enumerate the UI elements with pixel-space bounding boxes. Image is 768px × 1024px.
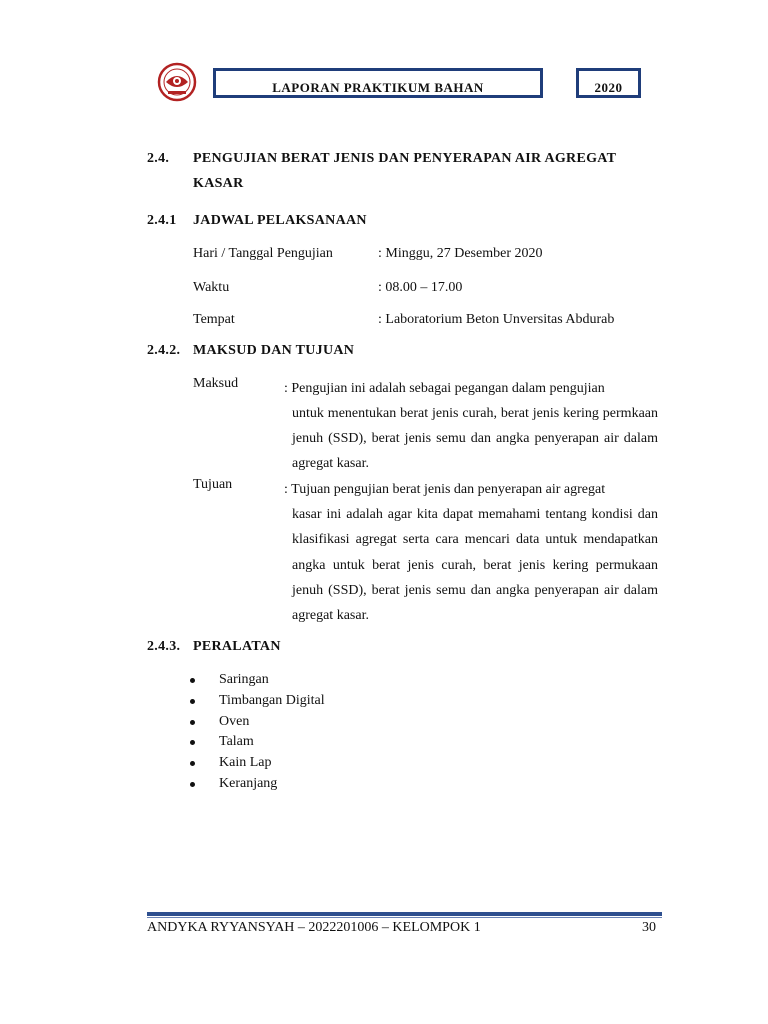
equipment-list xyxy=(187,670,325,795)
footer-rule-thin xyxy=(147,917,662,918)
report-title-box xyxy=(213,68,543,98)
maksud-rest: untuk menentukan berat jenis curah, berat jenis kering permkaan jenuh (SSD), berat jenis semu dan angka penyerapan air dalam agregat kasar. xyxy=(292,406,658,471)
bullet-icon xyxy=(190,678,195,683)
list-item: Keranjang xyxy=(187,774,325,795)
report-year-box xyxy=(576,68,641,98)
schedule-number: 2.4.1 xyxy=(147,213,177,228)
schedule-row-date-label: Hari / Tanggal Pengujian xyxy=(193,246,333,261)
report-title: LAPORAN PRAKTIKUM BAHAN xyxy=(272,80,484,95)
maksud-paragraph xyxy=(284,376,658,476)
page-number: 30 xyxy=(642,920,656,935)
maksud-first-line: : Pengujian ini adalah sebagai pegangan dalam pengujian xyxy=(284,381,605,396)
schedule-title: JADWAL PELAKSANAAN xyxy=(193,213,367,228)
university-logo xyxy=(156,62,198,102)
equipment-number: 2.4.3. xyxy=(147,639,181,654)
bullet-icon xyxy=(190,740,195,745)
bullet-icon xyxy=(190,699,195,704)
list-item: Timbangan Digital xyxy=(187,691,325,712)
section-title-line1: PENGUJIAN BERAT JENIS DAN PENYERAPAN AIR AGREGAT xyxy=(193,151,617,166)
section-number: 2.4. xyxy=(147,151,170,166)
report-year: 2020 xyxy=(594,80,623,95)
schedule-row-place-label: Tempat xyxy=(193,312,235,327)
list-item: Saringan xyxy=(187,670,325,691)
bullet-icon xyxy=(190,782,195,787)
list-item: Oven xyxy=(187,712,325,733)
list-item: Kain Lap xyxy=(187,753,325,774)
section-title-line2: KASAR xyxy=(193,176,244,191)
tujuan-label: Tujuan xyxy=(193,477,233,492)
tujuan-first-line: : Tujuan pengujian berat jenis dan penyerapan air agregat xyxy=(284,482,606,497)
tujuan-rest: kasar ini adalah agar kita dapat memahami tentang kondisi dan klasifikasi agregat serta cara mencari data untuk mendapatkan angka untuk berat jenis curah, berat jenis kering permukaan jenuh (SSD), berat jenis semu dan angka penyerapan air dalam agregat kasar. xyxy=(292,507,658,623)
bullet-icon xyxy=(190,720,195,725)
equipment-title: PERALATAN xyxy=(193,639,281,654)
maksud-label: Maksud xyxy=(193,376,239,391)
footer-author: ANDYKA RYYANSYAH – 2022201006 – KELOMPOK 1 xyxy=(147,920,481,935)
schedule-row-date-value: : Minggu, 27 Desember 2020 xyxy=(378,246,543,261)
bullet-icon xyxy=(190,761,195,766)
schedule-row-time-value: : 08.00 – 17.00 xyxy=(378,280,463,295)
purpose-title: MAKSUD DAN TUJUAN xyxy=(193,343,355,358)
purpose-number: 2.4.2. xyxy=(147,343,181,358)
list-item: Talam xyxy=(187,732,325,753)
footer-rule xyxy=(147,912,662,916)
schedule-row-place-value: : Laboratorium Beton Unversitas Abdurab xyxy=(378,312,615,327)
tujuan-paragraph xyxy=(284,477,658,628)
schedule-row-time-label: Waktu xyxy=(193,280,230,295)
